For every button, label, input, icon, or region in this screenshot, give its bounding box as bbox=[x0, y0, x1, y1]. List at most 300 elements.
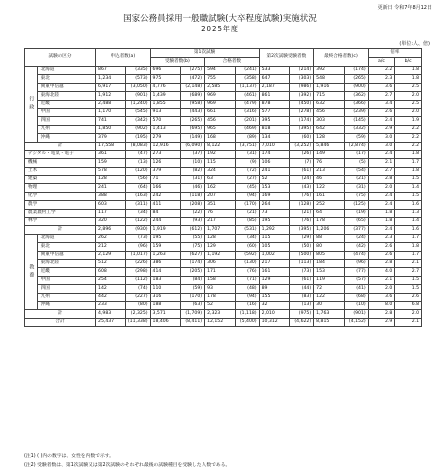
row-label: 中国 bbox=[37, 108, 95, 116]
table-cell: 1.5 bbox=[395, 192, 422, 200]
header-row-1 bbox=[25, 49, 422, 58]
table-cell: 2.4 bbox=[368, 192, 395, 200]
header-second-exam: 第2次試験受験者数 bbox=[259, 49, 314, 67]
table-cell: (8,083) bbox=[126, 142, 150, 150]
table-cell: 1.3 bbox=[395, 209, 422, 217]
table-cell: (96) bbox=[126, 243, 150, 251]
table-cell: 122 bbox=[314, 293, 344, 301]
table-cell: (85) bbox=[235, 218, 259, 226]
table-cell: 414 bbox=[150, 268, 180, 276]
table-cell: (627) bbox=[180, 251, 204, 259]
table-row bbox=[25, 150, 422, 158]
table-cell: 969 bbox=[205, 92, 235, 100]
table-cell: 2.5 bbox=[395, 100, 422, 108]
table-cell: (73) bbox=[126, 234, 150, 242]
table-cell: 169 bbox=[259, 192, 289, 200]
table-cell: (130) bbox=[235, 259, 259, 267]
table-cell: 161 bbox=[314, 192, 344, 200]
table-cell: 379 bbox=[96, 134, 126, 142]
table-row bbox=[25, 184, 422, 192]
table-cell: 142 bbox=[96, 285, 126, 293]
table-cell: 411 bbox=[150, 201, 180, 209]
table-cell: 2.2 bbox=[395, 142, 422, 150]
table-cell: 8,815 bbox=[314, 318, 344, 326]
unit-note: (単位:人、倍) bbox=[399, 41, 430, 47]
table-cell: 361 bbox=[96, 150, 126, 158]
table-cell: (93) bbox=[180, 218, 204, 226]
table-cell: (469) bbox=[235, 125, 259, 133]
table-cell: (72) bbox=[235, 167, 259, 175]
table-cell: (395) bbox=[290, 125, 314, 133]
table-cell: 2.0 bbox=[395, 108, 422, 116]
group-label: 教養 bbox=[25, 234, 38, 310]
table-cell: 279 bbox=[150, 134, 180, 142]
table-cell: (21) bbox=[235, 209, 259, 217]
table-cell: 8,122 bbox=[205, 142, 235, 150]
table-cell: 30 bbox=[314, 301, 344, 309]
table-cell: (443) bbox=[180, 108, 204, 116]
table-cell: (48) bbox=[235, 285, 259, 293]
row-label: 東海北陸 bbox=[37, 92, 95, 100]
table-cell: (96) bbox=[344, 259, 368, 267]
table-cell: 32 bbox=[259, 301, 289, 309]
table-cell: 195 bbox=[259, 218, 289, 226]
note-2: (注2) 受験者数は、第1次試験又は第2次試験のそれぞれ最後の試験種目を受験した人数である。 bbox=[24, 463, 231, 468]
table-cell: 306 bbox=[205, 259, 235, 267]
table-cell: 2.2 bbox=[395, 125, 422, 133]
row-label: 機械 bbox=[25, 159, 96, 167]
table-cell: 46 bbox=[314, 176, 344, 184]
table-cell: 8.0 bbox=[368, 301, 395, 309]
table-row bbox=[25, 310, 422, 318]
row-label: 東海北陸 bbox=[37, 259, 95, 267]
table-cell: 1,855 bbox=[150, 100, 180, 108]
table-cell: 379 bbox=[150, 167, 180, 175]
table-cell: (461) bbox=[235, 92, 259, 100]
table-cell: 1.4 bbox=[395, 184, 422, 192]
table-cell: (573) bbox=[126, 75, 150, 83]
header-first-exam: 第1次試験 bbox=[150, 49, 259, 58]
table-cell: 2.9 bbox=[368, 318, 395, 326]
table-cell: (122) bbox=[126, 218, 150, 226]
table-cell: (695) bbox=[180, 125, 204, 133]
row-label: 物理 bbox=[25, 184, 96, 192]
table-cell: (24) bbox=[344, 234, 368, 242]
table-cell: 52 bbox=[205, 301, 235, 309]
table-cell: (332) bbox=[344, 125, 368, 133]
header-ratio: 倍率 bbox=[368, 49, 421, 58]
table-cell: (265) bbox=[180, 117, 204, 125]
table-cell: (195) bbox=[126, 134, 150, 142]
table-cell: (50) bbox=[290, 243, 314, 251]
table-cell: 324 bbox=[205, 167, 235, 175]
table-cell: 2.6 bbox=[368, 108, 395, 116]
table-cell: 233 bbox=[96, 301, 126, 309]
table-cell: 73 bbox=[259, 209, 289, 217]
table-cell: 217 bbox=[205, 218, 235, 226]
table-cell: 2.3 bbox=[368, 234, 395, 242]
table-cell: (2,325) bbox=[126, 310, 150, 318]
table-cell: (21) bbox=[344, 176, 368, 184]
note-1: (注1) ( )内の数字は、女性を内数で示す。 bbox=[24, 454, 114, 459]
table-cell: 456 bbox=[314, 108, 344, 116]
table-cell: (83) bbox=[290, 293, 314, 301]
table-cell: 861 bbox=[259, 92, 289, 100]
table-cell: (612) bbox=[180, 226, 204, 234]
table-cell: 6,917 bbox=[96, 83, 126, 91]
table-cell: (27) bbox=[235, 176, 259, 184]
results-table bbox=[24, 48, 422, 327]
table-cell: (74) bbox=[126, 285, 150, 293]
table-cell: 2.1 bbox=[368, 276, 395, 284]
table-cell: 878 bbox=[259, 100, 289, 108]
table-cell: (303) bbox=[290, 75, 314, 83]
table-cell: (94) bbox=[235, 293, 259, 301]
table-cell: (45) bbox=[235, 184, 259, 192]
table-cell: (5,400) bbox=[235, 318, 259, 326]
table-cell: 5,846 bbox=[314, 142, 344, 150]
table-row bbox=[25, 108, 422, 116]
table-cell: 2.0 bbox=[368, 285, 395, 293]
row-label: 関東甲信越 bbox=[37, 83, 95, 91]
table-cell: 632 bbox=[314, 100, 344, 108]
table-cell: 2.6 bbox=[368, 243, 395, 251]
table-cell: (7) bbox=[290, 159, 314, 167]
table-cell: 578 bbox=[96, 167, 126, 175]
table-cell: 72 bbox=[314, 285, 344, 293]
row-label: 九州 bbox=[37, 125, 95, 133]
table-cell: (41) bbox=[344, 285, 368, 293]
table-cell: 1.7 bbox=[395, 159, 422, 167]
table-cell: (479) bbox=[235, 100, 259, 108]
table-cell: 195 bbox=[150, 234, 180, 242]
table-cell: 153 bbox=[314, 268, 344, 276]
table-cell: 273 bbox=[150, 150, 180, 158]
page-title: 国家公務員採用一般職試験(大卒程度試験)実施状況 bbox=[123, 14, 317, 24]
row-label: 四国 bbox=[37, 285, 95, 293]
row-label: デジタル・電気・電子 bbox=[25, 150, 96, 158]
table-cell: 1,170 bbox=[96, 108, 126, 116]
table-cell: 2.8 bbox=[368, 176, 395, 184]
grand-total-row bbox=[25, 318, 422, 326]
table-cell: 661 bbox=[205, 108, 235, 116]
table-cell: 1,439 bbox=[150, 92, 180, 100]
table-cell: (145) bbox=[344, 117, 368, 125]
table-cell: 1.7 bbox=[395, 251, 422, 259]
table-cell: (201) bbox=[235, 117, 259, 125]
table-cell: 84 bbox=[150, 209, 180, 217]
table-cell: (75) bbox=[180, 243, 204, 251]
table-cell: (377) bbox=[344, 226, 368, 234]
table-cell: 241 bbox=[259, 167, 289, 175]
table-cell: 715 bbox=[314, 92, 344, 100]
table-cell: (125) bbox=[344, 201, 368, 209]
table-cell: 76 bbox=[205, 209, 235, 217]
table-cell: (531) bbox=[235, 226, 259, 234]
table-cell: (113) bbox=[290, 259, 314, 267]
table-cell: 159 bbox=[96, 159, 126, 167]
table-cell: 2.6 bbox=[395, 293, 422, 301]
table-cell: 969 bbox=[205, 100, 235, 108]
table-cell: (174) bbox=[290, 117, 314, 125]
table-cell: 4,983 bbox=[96, 310, 126, 318]
table-cell: (1,709) bbox=[180, 310, 204, 318]
table-row bbox=[25, 285, 422, 293]
table-cell: (42) bbox=[344, 243, 368, 251]
table-cell: (1,017) bbox=[126, 251, 150, 259]
table-cell: 3.6 bbox=[368, 83, 395, 91]
table-cell: (545) bbox=[126, 108, 150, 116]
table-cell: (163) bbox=[126, 192, 150, 200]
table-cell: (227) bbox=[126, 293, 150, 301]
table-cell: (31) bbox=[344, 184, 368, 192]
table-cell: 3.0 bbox=[368, 134, 395, 142]
table-cell: (16) bbox=[235, 301, 259, 309]
table-cell: (10) bbox=[344, 301, 368, 309]
table-cell: 1.8 bbox=[395, 167, 422, 175]
fiscal-year: 2025年度 bbox=[201, 25, 239, 33]
table-cell: 1.9 bbox=[395, 117, 422, 125]
row-label: 東北 bbox=[37, 75, 95, 83]
table-cell: (80) bbox=[126, 301, 150, 309]
table-cell: 1.8 bbox=[395, 243, 422, 251]
table-cell: 6.8 bbox=[395, 301, 422, 309]
table-cell: 149 bbox=[314, 150, 344, 158]
table-cell: 1,263 bbox=[150, 251, 180, 259]
table-cell: (31) bbox=[180, 176, 204, 184]
table-cell: 1,919 bbox=[150, 226, 180, 234]
table-cell: (120) bbox=[126, 167, 150, 175]
table-cell: (170) bbox=[180, 293, 204, 301]
row-label: 中国 bbox=[37, 276, 95, 284]
table-cell: 128 bbox=[314, 134, 344, 142]
table-cell: (63) bbox=[180, 301, 204, 309]
table-cell: (8,411) bbox=[180, 318, 204, 326]
table-row bbox=[25, 75, 422, 83]
table-cell: 548 bbox=[314, 75, 344, 83]
table-cell: (472) bbox=[180, 75, 204, 83]
table-cell: (84) bbox=[180, 276, 204, 284]
table-cell: (2,148) bbox=[180, 83, 204, 91]
table-cell: 1.5 bbox=[395, 285, 422, 293]
table-cell: 1,912 bbox=[96, 92, 126, 100]
table-cell: (11,338) bbox=[126, 318, 150, 326]
table-cell: 3.4 bbox=[368, 100, 395, 108]
table-cell: 395 bbox=[259, 117, 289, 125]
table-cell: (358) bbox=[235, 75, 259, 83]
table-cell: 577 bbox=[259, 108, 289, 116]
table-cell: 456 bbox=[205, 117, 235, 125]
table-cell: (76) bbox=[235, 268, 259, 276]
table-cell: (1,137) bbox=[235, 83, 259, 91]
table-cell: 166 bbox=[150, 184, 180, 192]
table-cell: 755 bbox=[205, 75, 235, 83]
table-cell: 4.0 bbox=[368, 268, 395, 276]
table-cell: 533 bbox=[259, 67, 289, 75]
table-cell: 316 bbox=[150, 293, 180, 301]
table-cell: 171 bbox=[205, 268, 235, 276]
table-cell: 388 bbox=[96, 192, 126, 200]
table-cell: 217 bbox=[259, 259, 289, 267]
table-cell: (89) bbox=[235, 134, 259, 142]
table-cell: 134 bbox=[259, 134, 289, 142]
table-cell: (34) bbox=[126, 209, 150, 217]
table-cell: (265) bbox=[344, 75, 368, 83]
table-cell: (362) bbox=[344, 92, 368, 100]
header-ratio-bc: b/c bbox=[395, 58, 422, 67]
table-cell: 52 bbox=[259, 176, 289, 184]
table-cell: (4,622) bbox=[290, 318, 314, 326]
row-label: 北海道 bbox=[37, 67, 95, 75]
row-label: 計 bbox=[25, 142, 96, 150]
table-cell: 3.0 bbox=[368, 142, 395, 150]
table-cell: 2.1 bbox=[395, 259, 422, 267]
notes bbox=[24, 452, 230, 470]
row-label: 近畿 bbox=[37, 100, 95, 108]
table-cell: (901) bbox=[126, 92, 150, 100]
table-cell: (6,090) bbox=[180, 142, 204, 150]
table-cell: (29) bbox=[290, 234, 314, 242]
table-cell: 242 bbox=[150, 192, 180, 200]
table-cell: (174) bbox=[344, 67, 368, 75]
table-cell: (76) bbox=[290, 218, 314, 226]
table-row bbox=[25, 159, 422, 167]
table-cell: (57) bbox=[344, 276, 368, 284]
header-final: 最終合格者数(c) bbox=[314, 49, 369, 67]
table-cell: 1,234 bbox=[96, 75, 126, 83]
table-row bbox=[25, 100, 422, 108]
table-cell: 1.4 bbox=[395, 218, 422, 226]
table-cell: (958) bbox=[180, 100, 204, 108]
table-cell: 158 bbox=[205, 276, 235, 284]
table-cell: 2.2 bbox=[368, 67, 395, 75]
table-cell: 153 bbox=[259, 184, 289, 192]
table-cell: 1,916 bbox=[314, 83, 344, 91]
table-cell: (2,874) bbox=[344, 142, 368, 150]
table-row bbox=[25, 268, 422, 276]
table-cell: (592) bbox=[235, 251, 259, 259]
row-label: 化学 bbox=[25, 192, 96, 200]
table-cell: (986) bbox=[290, 83, 314, 91]
table-cell: (149) bbox=[180, 134, 204, 142]
table-cell: (689) bbox=[180, 92, 204, 100]
row-label: 林学 bbox=[25, 218, 96, 226]
table-cell: 129 bbox=[205, 243, 235, 251]
table-row bbox=[25, 83, 422, 91]
table-cell: 805 bbox=[314, 251, 344, 259]
table-cell: (24) bbox=[290, 176, 314, 184]
table-row bbox=[25, 176, 422, 184]
table-cell: 1,850 bbox=[96, 125, 126, 133]
row-label: 沖縄 bbox=[37, 301, 95, 309]
table-cell: (226) bbox=[126, 259, 150, 267]
table-cell: 2.7 bbox=[395, 268, 422, 276]
table-cell: 178 bbox=[314, 218, 344, 226]
table-cell: (68) bbox=[344, 293, 368, 301]
table-cell: 63 bbox=[205, 176, 235, 184]
table-cell: 115 bbox=[259, 234, 289, 242]
table-cell: (34) bbox=[235, 234, 259, 242]
table-cell: (21) bbox=[290, 209, 314, 217]
table-cell: 174 bbox=[259, 150, 289, 158]
table-cell: 264 bbox=[259, 201, 289, 209]
table-cell: 4,776 bbox=[150, 83, 180, 91]
table-cell: (13) bbox=[126, 159, 150, 167]
table-row bbox=[25, 276, 422, 284]
table-cell: 17,558 bbox=[96, 142, 126, 150]
table-cell: (311) bbox=[126, 201, 150, 209]
table-cell: 159 bbox=[150, 243, 180, 251]
table-cell: (298) bbox=[126, 268, 150, 276]
table-cell: 1.5 bbox=[395, 276, 422, 284]
table-cell: (5) bbox=[344, 159, 368, 167]
table-cell: (241) bbox=[235, 67, 259, 75]
table-cell: 2.7 bbox=[368, 92, 395, 100]
table-cell: (61) bbox=[290, 276, 314, 284]
table-cell: (214) bbox=[290, 67, 314, 75]
row-label: 北海道 bbox=[37, 234, 95, 242]
table-cell: (930) bbox=[126, 226, 150, 234]
table-body bbox=[25, 49, 422, 327]
table-cell: (65) bbox=[344, 218, 368, 226]
table-cell: (900) bbox=[344, 83, 368, 91]
table-cell: 1.8 bbox=[368, 218, 395, 226]
table-cell: 2,323 bbox=[205, 310, 235, 318]
table-cell: 207 bbox=[205, 192, 235, 200]
table-cell: (26) bbox=[290, 150, 314, 158]
table-row bbox=[25, 167, 422, 175]
table-cell: (9) bbox=[235, 159, 259, 167]
table-cell: (3,751) bbox=[235, 142, 259, 150]
table-cell: 71 bbox=[150, 176, 180, 184]
table-cell: 1,707 bbox=[205, 226, 235, 234]
table-row bbox=[25, 259, 422, 267]
table-row bbox=[25, 192, 422, 200]
table-cell: 106 bbox=[259, 159, 289, 167]
table-cell: (46) bbox=[180, 184, 204, 192]
table-cell: (3,050) bbox=[126, 83, 150, 91]
table-cell: 2,010 bbox=[259, 310, 289, 318]
table-cell: 570 bbox=[150, 117, 180, 125]
table-cell: (128) bbox=[290, 201, 314, 209]
table-cell: 183 bbox=[150, 276, 180, 284]
table-row bbox=[25, 251, 422, 259]
table-cell: 161 bbox=[259, 268, 289, 276]
table-cell: (10) bbox=[180, 159, 204, 167]
table-cell: 2.0 bbox=[395, 310, 422, 318]
table-cell: 262 bbox=[96, 234, 126, 242]
table-cell: 1.6 bbox=[395, 201, 422, 209]
update-date: 更新日 令和7年8月12日 bbox=[377, 5, 432, 11]
table-cell: (59) bbox=[344, 134, 368, 142]
table-cell: (61) bbox=[290, 167, 314, 175]
table-row bbox=[25, 226, 422, 234]
table-row bbox=[25, 92, 422, 100]
table-row bbox=[25, 243, 422, 251]
table-cell: (71) bbox=[235, 276, 259, 284]
table-cell: (60) bbox=[235, 243, 259, 251]
table-cell: 913 bbox=[150, 108, 180, 116]
table-cell: 80 bbox=[314, 243, 344, 251]
group-label: 行政 bbox=[25, 67, 38, 143]
table-cell: (1,118) bbox=[235, 310, 259, 318]
table-cell: (316) bbox=[235, 108, 259, 116]
table-cell: 89 bbox=[259, 285, 289, 293]
table-cell: 2.8 bbox=[368, 259, 395, 267]
table-cell: 2.4 bbox=[368, 226, 395, 234]
table-cell: (76) bbox=[290, 192, 314, 200]
table-cell: 254 bbox=[96, 276, 126, 284]
